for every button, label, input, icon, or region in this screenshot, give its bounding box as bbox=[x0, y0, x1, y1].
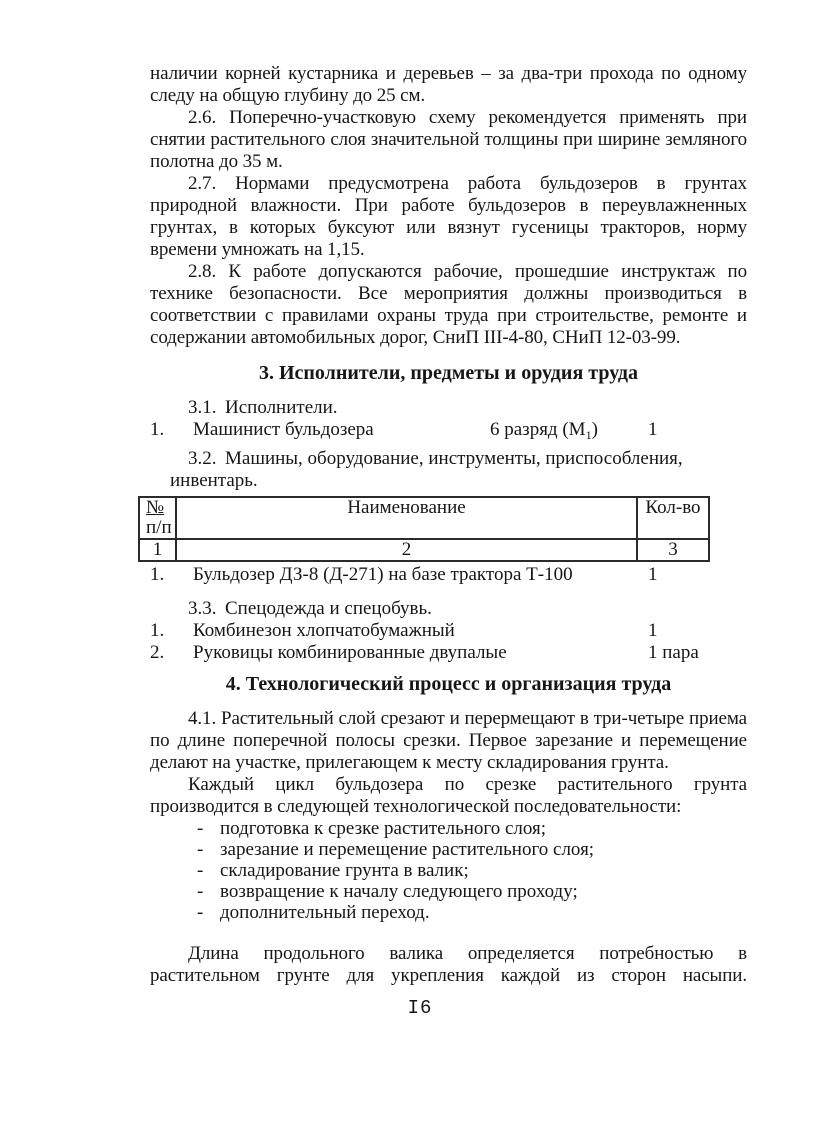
subsection-3-1-number: 3.1. bbox=[188, 397, 217, 418]
equipment-table-index-3: 3 bbox=[637, 539, 709, 561]
page-number: I6 bbox=[407, 997, 433, 1019]
subsection-3-2-title-line1: Машины, оборудование, инструменты, приспособления, bbox=[225, 448, 683, 469]
executor-grade-text: 6 разряд (М bbox=[490, 419, 586, 440]
list-item-text: возвращение к началу следующего проходу; bbox=[220, 881, 578, 902]
executor-name: Машинист бульдозера bbox=[193, 419, 374, 440]
equipment-row bbox=[150, 564, 747, 586]
paragraph-2-6: 2.6. Поперечно-участковую схему рекомендуется применять при снятии растительного слоя значительной толщины при ширине земляного полотна до 35 м. bbox=[150, 107, 747, 172]
clothing-row-name: Руковицы комбинированные двупалые bbox=[193, 642, 507, 663]
subsection-3-3-number: 3.3. bbox=[188, 598, 217, 619]
equipment-table-header-qty: Кол-во bbox=[637, 497, 709, 539]
equipment-table-header-num bbox=[139, 497, 176, 539]
equipment-table-header-num-pp: п/п bbox=[146, 517, 172, 538]
equipment-table-index-1: 1 bbox=[139, 539, 176, 561]
equipment-row-name: Бульдозер ДЗ-8 (Д-271) на базе трактора Т-100 bbox=[193, 564, 573, 585]
clothing-row-name: Комбинезон хлопчатобумажный bbox=[193, 620, 455, 641]
list-item bbox=[150, 860, 747, 881]
subsection-3-1 bbox=[150, 397, 747, 419]
clothing-row bbox=[150, 620, 747, 642]
clothing-row-number: 1. bbox=[150, 620, 165, 641]
list-item-text: дополнительный переход. bbox=[220, 902, 430, 923]
executor-grade bbox=[490, 419, 648, 446]
paragraph-4-1: 4.1. Растительный слой срезают и перермещают в три-четыре приема по длине поперечной полосы срезки. Первое зарезание и перемещение делают на участке, прилегающем к месту складирования грунта. bbox=[150, 708, 747, 773]
list-item-text: зарезание и перемещение растительного слоя; bbox=[220, 839, 595, 860]
equipment-table-header-row bbox=[139, 497, 709, 539]
equipment-table bbox=[138, 496, 710, 562]
subsection-3-2 bbox=[150, 448, 747, 492]
paragraph-2-7: 2.7. Нормами предусмотрена работа бульдозеров в грунтах природной влажности. При работе бульдозеров в переувлажненных грунтах, в которых буксуют или вязнут гусеницы тракторов, норму времени умножать на 1,15. bbox=[150, 173, 747, 260]
equipment-row-number: 1. bbox=[150, 564, 165, 585]
subsection-3-2-title-line2: инвентарь. bbox=[170, 470, 258, 491]
executor-grade-suffix: ) bbox=[591, 419, 598, 440]
equipment-row-qty: 1 bbox=[648, 564, 658, 585]
subsection-3-2-number: 3.2. bbox=[188, 448, 217, 469]
paragraph-4-2: Каждый цикл бульдозера по срезке растительного грунта производится в следующей технологической последовательности: bbox=[150, 774, 747, 817]
list-dash: - bbox=[197, 860, 204, 881]
equipment-table-header-name: Наименование bbox=[176, 497, 637, 539]
executor-qty: 1 bbox=[648, 419, 658, 440]
paragraph-4-3: Длина продольного валика определяется потребностью в растительном грунте для укрепления каждой из сторон насыпи. bbox=[150, 943, 747, 986]
list-item bbox=[150, 881, 747, 902]
list-item bbox=[150, 902, 747, 923]
executor-row bbox=[150, 419, 747, 446]
list-item-text: складирование грунта в валик; bbox=[220, 860, 469, 881]
list-dash: - bbox=[197, 881, 204, 902]
clothing-row bbox=[150, 642, 747, 664]
executor-row-number: 1. bbox=[150, 419, 165, 440]
section-4-heading: 4. Технологический процесс и организация труда bbox=[225, 673, 672, 695]
paragraph-2-5-continuation: наличии корней кустарника и деревьев – за два-три прохода по одному следу на общую глубину до 25 см. bbox=[150, 63, 747, 106]
text-block bbox=[146, 63, 747, 987]
executor-grade-subscript: 1 bbox=[585, 428, 592, 442]
list-dash: - bbox=[197, 818, 204, 839]
subsection-3-1-title: Исполнители. bbox=[225, 397, 338, 418]
list-dash: - bbox=[197, 902, 204, 923]
subsection-3-3 bbox=[150, 598, 747, 620]
clothing-row-qty: 1 bbox=[648, 620, 658, 641]
list-item-text: подготовка к срезке растительного слоя; bbox=[220, 818, 547, 839]
list-item bbox=[150, 818, 747, 839]
list-item bbox=[150, 839, 747, 860]
technology-steps-list bbox=[150, 818, 747, 923]
section-3-heading: 3. Исполнители, предметы и орудия труда bbox=[258, 362, 639, 384]
paragraph-2-8: 2.8. К работе допускаются рабочие, прошедшие инструктаж по технике безопасности. Все мероприятия должны производиться в соответствии с правилами охраны труда при строительстве, ремонте и содержании автомобильных дорог, СниП III-4-80, СНиП 12-03-99. bbox=[150, 261, 747, 348]
equipment-table-header-num-symbol: № bbox=[146, 497, 165, 518]
equipment-table-index-row bbox=[139, 539, 709, 561]
equipment-table-index-2: 2 bbox=[176, 539, 637, 561]
clothing-row-number: 2. bbox=[150, 642, 165, 663]
clothing-row-qty: 1 пара bbox=[648, 642, 699, 663]
list-dash: - bbox=[197, 839, 204, 860]
subsection-3-3-title: Спецодежда и спецобувь. bbox=[225, 598, 432, 619]
